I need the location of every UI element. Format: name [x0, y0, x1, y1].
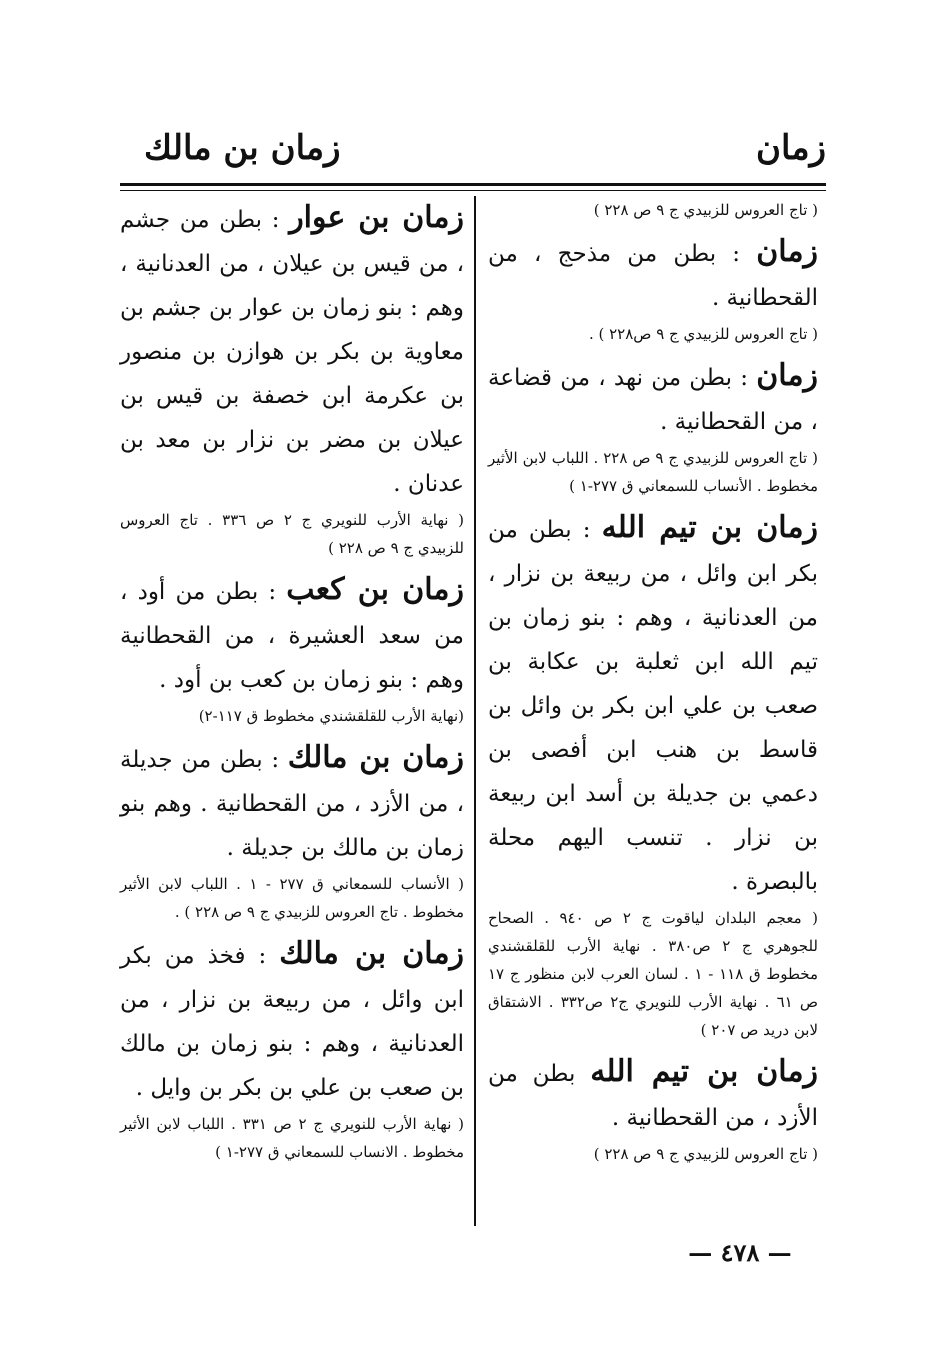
- entry-text: [488, 354, 818, 444]
- entry-source: ( الأنساب للسمعاني ق ٢٧٧ - ١ . اللباب لابن الأثير مخطوط . تاج العروس للزبيدي ج ٩ ص ٢٢٨ ) .: [120, 875, 465, 921]
- entry-source: ( معجم البلدان لياقوت ج ٢ ص ٩٤٠ . الصحاح للجوهري ج ٢ ص٣٨٠ . نهاية الأرب للقلقشندي مخطوط ق ١١٨ - ١ . لسان العرب لابن منظور ج ١٧ ص ٦١ . نهاية الأرب للنويري ج٢ ص٣٣٢ . الاشتقاق لابن دريد ص ٢٠٧ ): [488, 909, 818, 1039]
- entry-heading: زمان بن تيم الله: [590, 1054, 818, 1089]
- left-column: [120, 196, 464, 1172]
- header-rule-thick: [120, 183, 826, 186]
- entry-source: ( تاج العروس للزبيدي ج ٩ ص ٢٢٨ ): [593, 201, 818, 219]
- entry-text: [488, 1050, 818, 1140]
- entry-body: بطن من الأزد ، من القحطانية .: [488, 1061, 818, 1131]
- entry-source: ( نهاية الأرب للنويري ج ٢ ص ٣٣١ . اللباب لابن الأثير مخطوط . الانساب للسمعاني ق ٢٧٧-١ ): [120, 1115, 465, 1161]
- entry-left-3: [120, 736, 464, 926]
- right-column: [488, 196, 818, 1174]
- entry-body: : بطن من مذحج ، من القحطانية .: [488, 241, 818, 311]
- entry-text: [488, 230, 818, 320]
- entry-text: [120, 568, 464, 702]
- entry-text: [488, 506, 818, 904]
- entry-left-2: [120, 568, 464, 730]
- entry-heading: زمان بن عوار: [289, 200, 464, 235]
- entry-body: : بطن من أود ، من سعد العشيرة ، من القحطانية وهم : بنو زمان بن كعب بن أود .: [120, 579, 464, 693]
- entry-right-5: [488, 1050, 818, 1168]
- entry-body: : بطن من جديلة ، من الأزد ، من القحطانية . وهم بنو زمان بن مالك بن جديلة .: [120, 747, 464, 861]
- entry-heading: زمان بن مالك: [279, 936, 464, 971]
- entry-source: (نهاية الأرب للقلقشندي مخطوط ق ١١٧-٢): [198, 707, 464, 725]
- entry-heading: زمان بن تيم الله: [601, 510, 818, 545]
- entry-body: : بطن من بكر ابن وائل ، من ربيعة بن نزار ، من العدنانية ، وهم : بنو زمان بن تيم الله ابن ثعلبة بن عكابة بن صعب بن علي ابن بكر بن وائل بن قاسط بن هنب ابن أفصى بن دعمي بن جديلة بن أسد ابن ربيعة بن نزار . تنسب اليهم محلة بالبصرة .: [488, 517, 818, 895]
- header-left-title: زمان بن مالك: [144, 128, 341, 168]
- page-number: — ٤٧٨ —: [688, 1238, 792, 1267]
- entry-body: : فخذ من بكر ابن وائل ، من ربيعة بن نزار ، من العدنانية ، وهم : بنو زمان بن مالك بن صعب بن علي بن بكر بن وايل .: [120, 943, 464, 1101]
- entry-source: ( تاج العروس للزبيدي ج ٩ ص ٢٢٨ ): [593, 1145, 818, 1163]
- entry-right-1: [488, 196, 818, 224]
- entry-body: : بطن من جشم ، من قيس بن عيلان ، من العدنانية ، وهم : بنو زمان بن عوار بن جشم بن معاوية بن بكر بن هوازن بن منصور بن عكرمة ابن خصفة بن قيس بن عيلان بن مضر بن نزار بن معد بن عدنان .: [120, 207, 464, 497]
- column-divider: [474, 196, 476, 1226]
- entry-left-1: [120, 196, 464, 562]
- running-header: [118, 128, 826, 180]
- header-right-title: زمان: [756, 128, 826, 168]
- entry-source: ( تاج العروس للزبيدي ج ٩ ص ٢٢٨ . اللباب لابن الأثير مخطوط . الأنساب للسمعاني ق ٢٧٧-١ ): [488, 449, 819, 495]
- entry-right-3: [488, 354, 818, 500]
- entry-heading: زمان: [756, 234, 818, 269]
- entry-right-4: [488, 506, 818, 1044]
- entry-left-4: [120, 932, 464, 1166]
- entry-text: [120, 932, 464, 1110]
- entry-text: [120, 196, 464, 506]
- entry-right-2: [488, 230, 818, 348]
- entry-text: [120, 736, 464, 870]
- entry-heading: زمان بن كعب: [286, 572, 464, 607]
- entry-body: : بطن من نهد ، من قضاعة ، من القحطانية .: [488, 365, 818, 435]
- entry-source: ( نهاية الأرب للنويري ج ٢ ص ٣٣٦ . تاج العروس للزبيدي ج ٩ ص ٢٢٨ ): [120, 511, 464, 557]
- header-rule-thin: [120, 190, 826, 191]
- entry-heading: زمان بن مالك: [287, 740, 464, 775]
- entry-source: ( تاج العروس للزبيدي ج ٩ ص٢٢٨ ) .: [588, 325, 818, 343]
- entry-heading: زمان: [756, 358, 818, 393]
